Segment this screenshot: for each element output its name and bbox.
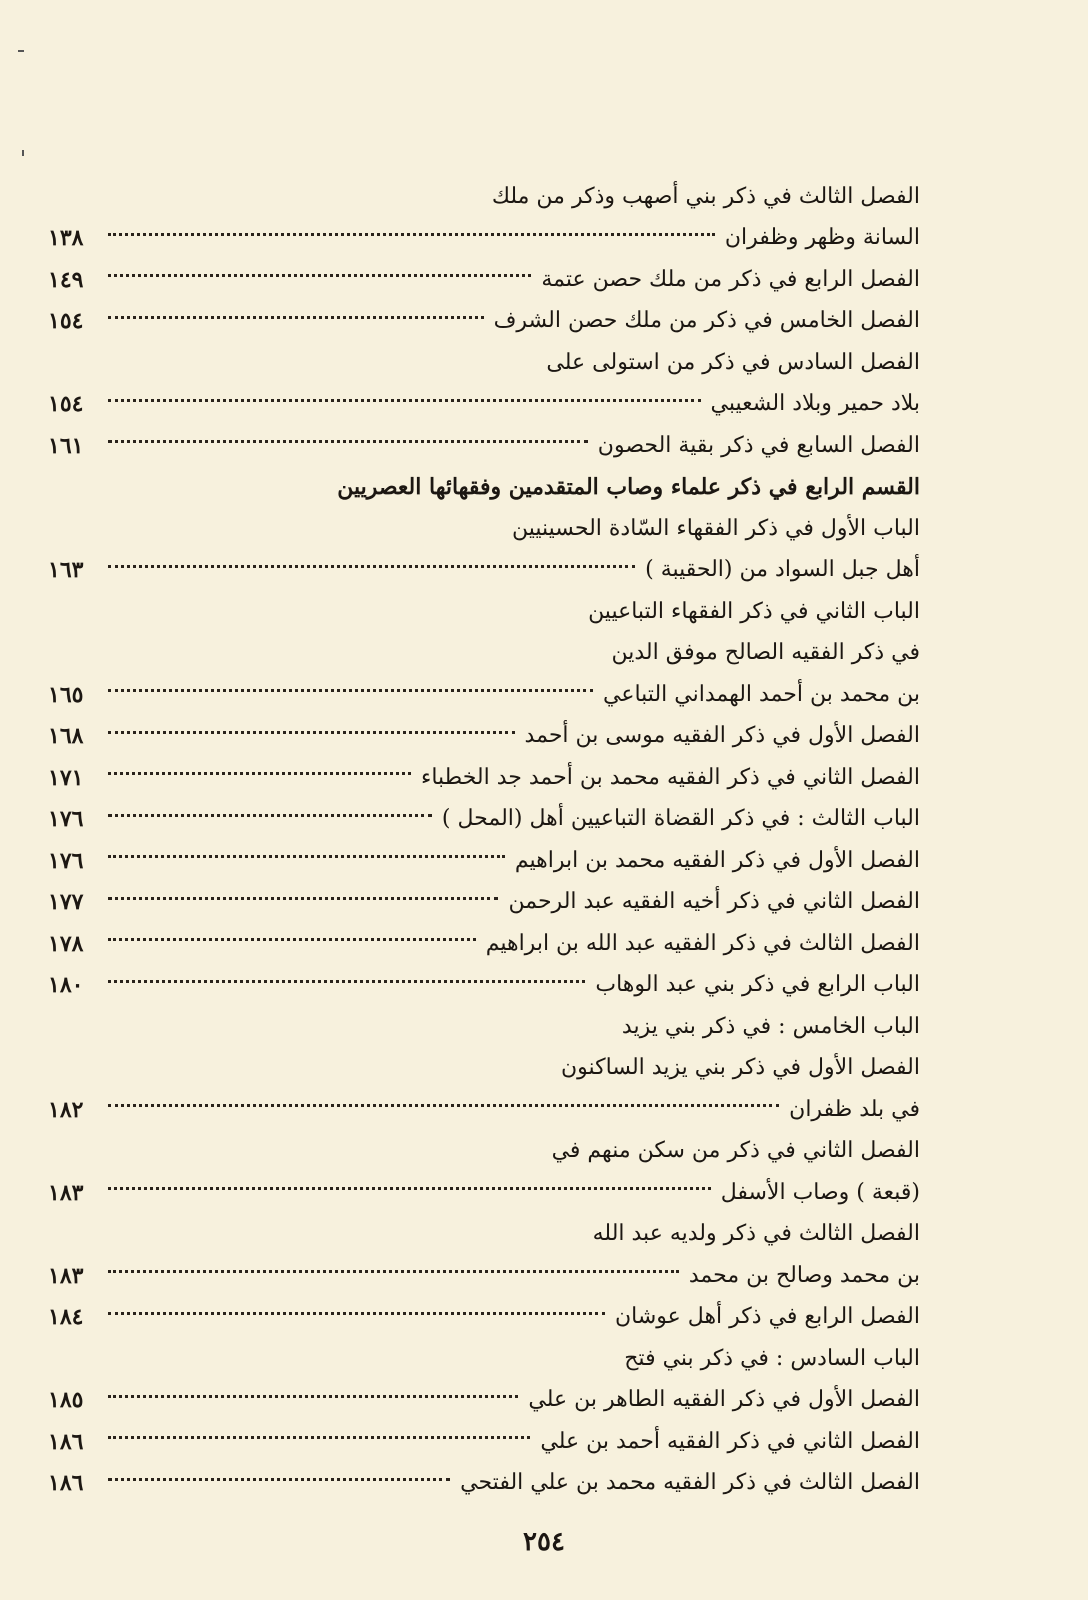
- dot-leader: [108, 897, 498, 900]
- toc-entry-title: الفصل الثاني في ذكر من سكن منهم في: [551, 1138, 920, 1164]
- toc-entry: [48, 176, 920, 218]
- toc-entry-title: في بلد ظفران: [789, 1096, 920, 1122]
- toc-entry-page: ١٨٥: [48, 1387, 84, 1414]
- toc-entry: [48, 550, 920, 592]
- toc-entry-title: الفصل الأول في ذكر الفقيه موسى بن أحمد: [524, 723, 920, 749]
- dot-leader: [108, 274, 531, 277]
- dot-leader: [108, 731, 515, 734]
- toc-entry: [48, 259, 920, 301]
- toc-entry: [48, 1297, 920, 1339]
- dot-leader: [108, 233, 715, 236]
- toc-entry: [48, 425, 920, 467]
- toc-entry-title: القسم الرابع في ذكر علماء وصاب المتقدمين وفقهائها العصريين: [337, 474, 920, 501]
- toc-entry: [48, 1338, 920, 1380]
- dot-leader: [108, 399, 701, 402]
- toc-entry-title: الفصل الأول في ذكر الفقيه محمد بن ابراهيم: [514, 847, 920, 873]
- toc-entry-title: الفصل الثاني في ذكر أخيه الفقيه عبد الرحمن: [508, 889, 920, 915]
- toc-entry-title: الفصل الثاني في ذكر الفقيه أحمد بن علي: [540, 1428, 920, 1454]
- dot-leader: [108, 689, 593, 692]
- toc-entry: [48, 674, 920, 716]
- dot-leader: [108, 1478, 450, 1481]
- toc-entry-title: الباب الخامس : في ذكر بني يزيد: [621, 1013, 920, 1039]
- dot-leader: [108, 1436, 530, 1439]
- toc-entry: [48, 840, 920, 882]
- toc-entry-title: الفصل الأول في ذكر الفقيه الطاهر بن علي: [528, 1387, 920, 1413]
- toc-entry: [48, 633, 920, 675]
- toc-entry: [48, 1172, 920, 1214]
- toc-entry: [48, 467, 920, 509]
- dot-leader: [108, 1395, 518, 1398]
- toc-entry: [48, 342, 920, 384]
- table-of-contents: [48, 176, 920, 1504]
- toc-entry-title: الفصل الخامس في ذكر من ملك حصن الشرف: [493, 308, 920, 334]
- dot-leader: [108, 316, 484, 319]
- toc-entry-title: الفصل الثالث في ذكر بني أصهب وذكر من ملك: [491, 183, 920, 209]
- toc-entry: [48, 1380, 920, 1422]
- toc-entry: [48, 882, 920, 924]
- toc-entry: [48, 591, 920, 633]
- toc-entry-page: ١٦٣: [48, 557, 84, 584]
- page-number: ٢٥٤: [523, 1527, 565, 1557]
- toc-entry: [48, 923, 920, 965]
- dot-leader: [108, 1187, 711, 1190]
- toc-entry: [48, 1421, 920, 1463]
- toc-entry-page: ١٨٤: [48, 1304, 84, 1331]
- toc-entry: [48, 799, 920, 841]
- toc-entry-page: ١٨٣: [48, 1262, 84, 1289]
- toc-entry-page: ١٧١: [48, 764, 84, 791]
- dot-leader: [108, 772, 411, 775]
- toc-entry-title: الفصل السابع في ذكر بقية الحصون: [597, 432, 920, 458]
- toc-entry-page: ١٦٨: [48, 723, 84, 750]
- toc-entry-title: (قبعة ) وصاب الأسفل: [720, 1179, 920, 1205]
- toc-entry-page: ١٨٦: [48, 1428, 84, 1455]
- dot-leader: [108, 938, 476, 941]
- toc-entry-title: الباب الرابع في ذكر بني عبد الوهاب: [595, 972, 920, 998]
- toc-entry-page: ١٣٨: [48, 225, 84, 252]
- toc-entry-page: ١٧٦: [48, 806, 84, 833]
- toc-entry-title: بن محمد بن أحمد الهمداني التباعي: [603, 681, 920, 707]
- toc-entry-title: بلاد حمير وبلاد الشعيبي: [710, 391, 920, 417]
- toc-entry-title: السانة وظهر وظفران: [724, 225, 920, 251]
- toc-entry-title: أهل جبل السواد من (الحقيبة ): [645, 557, 920, 583]
- toc-entry-title: الباب السادس : في ذكر بني فتح: [624, 1345, 920, 1371]
- dot-leader: [108, 565, 635, 568]
- toc-entry: [48, 1048, 920, 1090]
- dot-leader: [108, 1104, 779, 1107]
- toc-entry: [48, 1089, 920, 1131]
- toc-entry-title: الباب الأول في ذكر الفقهاء السّادة الحسينيين: [511, 515, 920, 541]
- toc-entry-title: الفصل الثاني في ذكر الفقيه محمد بن أحمد جد الخطباء: [420, 764, 920, 790]
- toc-entry-page: ١٨٣: [48, 1179, 84, 1206]
- toc-entry: [48, 757, 920, 799]
- toc-entry-title: في ذكر الفقيه الصالح موفق الدين: [611, 640, 920, 666]
- toc-entry-title: الباب الثاني في ذكر الفقهاء التباعيين: [588, 598, 920, 624]
- toc-entry: [48, 1463, 920, 1505]
- toc-entry: [48, 384, 920, 426]
- toc-entry-title: الفصل الأول في ذكر بني يزيد الساكنون: [561, 1055, 920, 1081]
- toc-entry-page: ١٦٥: [48, 681, 84, 708]
- dot-leader: [108, 814, 432, 817]
- toc-entry-title: الباب الثالث : في ذكر القضاة التباعيين أهل (المحل ): [441, 806, 920, 832]
- dot-leader: [108, 980, 585, 983]
- scan-mark: [18, 50, 24, 52]
- dot-leader: [108, 855, 505, 858]
- toc-entry-page: ١٥٤: [48, 308, 84, 335]
- toc-entry-page: ١٦١: [48, 432, 84, 459]
- toc-entry: [48, 1006, 920, 1048]
- toc-entry: [48, 965, 920, 1007]
- toc-entry-page: ١٧٨: [48, 930, 84, 957]
- toc-entry: [48, 716, 920, 758]
- toc-entry-page: ١٤٩: [48, 266, 84, 293]
- toc-entry-title: الفصل الثالث في ذكر الفقيه عبد الله بن ابراهيم: [485, 930, 920, 956]
- toc-entry-title: الفصل الرابع في ذكر أهل عوشان: [615, 1304, 920, 1330]
- toc-entry-title: الفصل الثالث في ذكر الفقيه محمد بن علي الفتحي: [460, 1470, 920, 1496]
- dot-leader: [108, 1312, 605, 1315]
- toc-entry: [48, 1255, 920, 1297]
- toc-entry-page: ١٧٦: [48, 847, 84, 874]
- toc-entry: [48, 1214, 920, 1256]
- toc-entry-title: بن محمد وصالح بن محمد: [688, 1262, 920, 1288]
- toc-entry: [48, 301, 920, 343]
- toc-entry-title: الفصل الثالث في ذكر ولديه عبد الله: [592, 1221, 920, 1247]
- toc-entry: [48, 508, 920, 550]
- toc-entry-page: ١٧٧: [48, 889, 84, 916]
- toc-entry-page: ١٥٤: [48, 391, 84, 418]
- dot-leader: [108, 1270, 679, 1273]
- toc-entry-page: ١٨٠: [48, 972, 84, 999]
- toc-entry-page: ١٨٢: [48, 1096, 84, 1123]
- toc-entry: [48, 218, 920, 260]
- dot-leader: [108, 440, 588, 443]
- toc-entry-title: الفصل السادس في ذكر من استولى على: [546, 349, 920, 375]
- toc-entry-title: الفصل الرابع في ذكر من ملك حصن عتمة: [541, 266, 920, 292]
- toc-entry: [48, 1131, 920, 1173]
- toc-entry-page: ١٨٦: [48, 1470, 84, 1497]
- scan-mark: [22, 150, 24, 156]
